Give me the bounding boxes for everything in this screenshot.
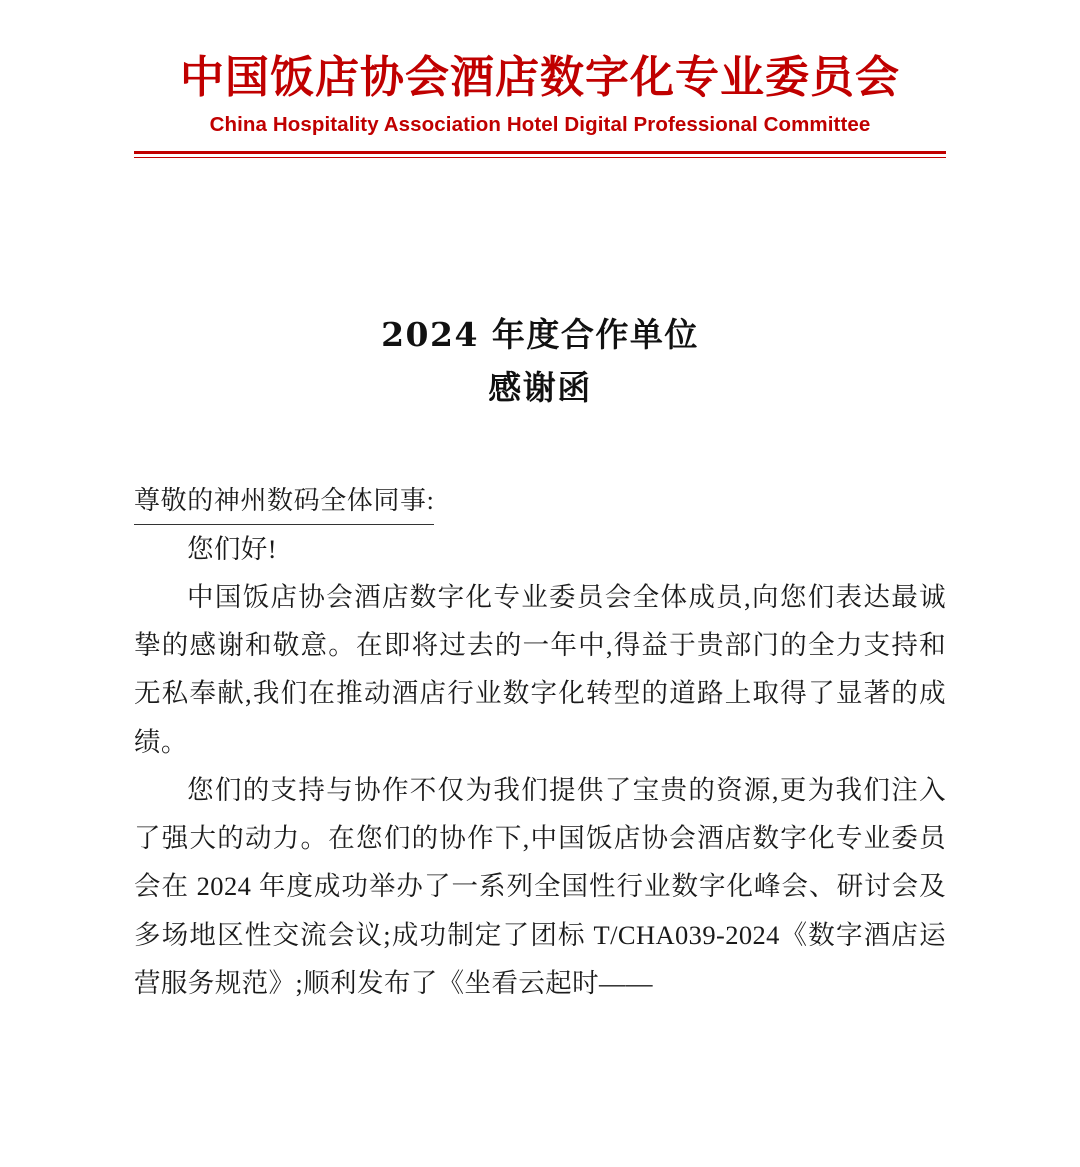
organization-name-en: China Hospitality Association Hotel Digital Professional Committee <box>209 112 871 136</box>
page-title <box>0 308 1080 415</box>
letterhead-divider <box>134 151 946 158</box>
salutation: 尊敬的神州数码全体同事: <box>134 481 434 525</box>
letterhead-divider-thin <box>134 157 946 158</box>
document-body <box>134 415 946 1007</box>
page-title-line-2: 感谢函 <box>488 368 592 408</box>
paragraph-1: 中国饭店协会酒店数字化专业委员会全体成员,向您们表达最诚挚的感谢和敬意。在即将过去的一年中,得益于贵部门的全力支持和无私奉献,我们在推动酒店行业数字化转型的道路上取得了显著的成绩。 <box>134 582 946 757</box>
organization-name-cn: 中国饭店协会酒店数字化专业委员会 <box>180 52 900 103</box>
paragraph-2: 您们的支持与协作不仅为我们提供了宝贵的资源,更为我们注入了强大的动力。在您们的协作下,中国饭店协会酒店数字化专业委员会在 2024 年度成功举办了一系列全国性行业数字化峰会、研讨会及多场地区性交流会议;成功制定了团标 T/CHA039-2024《数字酒店运营服务规范》;顺利发布了《坐看云起时—— <box>134 774 946 998</box>
letterhead <box>0 0 1080 158</box>
page-title-line-1: 2024 年度合作单位 <box>381 314 699 354</box>
paragraph-greeting: 您们好! <box>187 533 277 564</box>
